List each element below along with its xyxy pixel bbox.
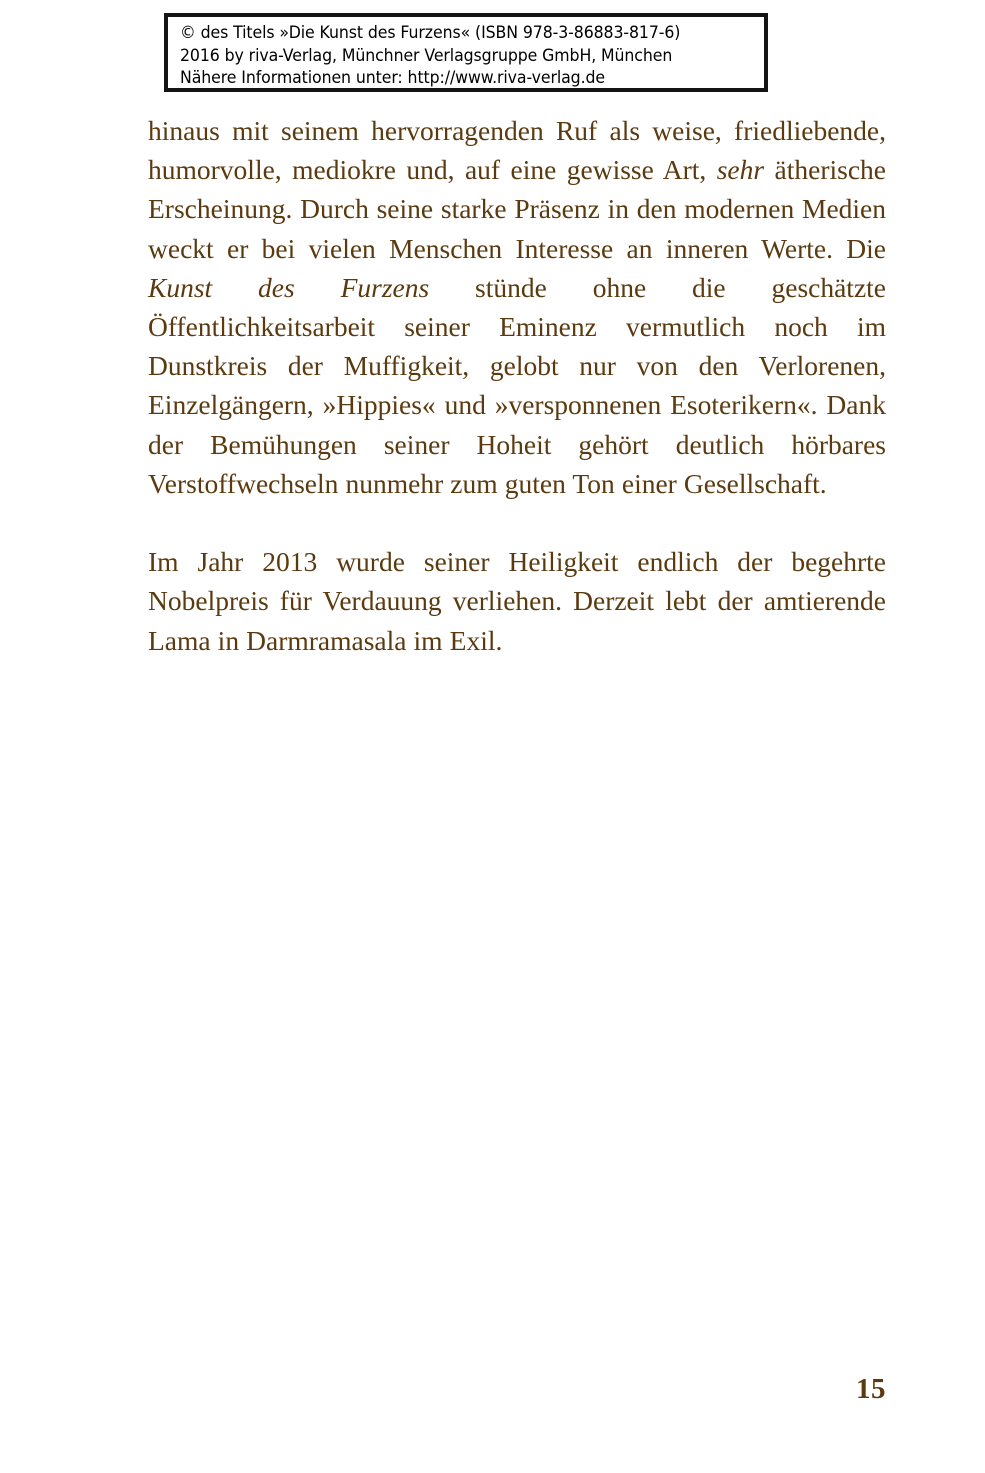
- copyright-notice-box: [164, 13, 768, 92]
- page-number: 15: [856, 1373, 886, 1405]
- copyright-line-publisher: 2016 by riva-Verlag, Münchner Verlagsgruppe GmbH, München: [180, 45, 673, 65]
- paragraph-1-segment-1: hinaus mit seinem hervorragenden Ruf als weise, friedliebende, humorvolle, mediokre und, auf eine gewisse Art,: [148, 115, 886, 186]
- paragraph-1-emphasis-book-title: Kunst des Furzens: [148, 271, 430, 303]
- body-paragraph-1: [148, 111, 886, 503]
- copyright-line-website: Nähere Informationen unter: http://www.riva-verlag.de: [180, 68, 606, 87]
- page-body: [148, 111, 886, 660]
- paragraph-1-segment-2: ätherische Erscheinung. Durch seine starke Präsenz in den modernen Medien weckt er bei vielen Menschen Interesse an inneren Werte. Die: [148, 154, 886, 264]
- copyright-line-title: © des Titels »Die Kunst des Furzens« (ISBN 978-3-86883-817-6): [180, 23, 681, 42]
- paragraph-1-emphasis-sehr: sehr: [716, 154, 765, 186]
- paragraph-1-segment-3: stünde ohne die geschätzte Öffentlichkeitsarbeit seiner Eminenz vermutlich noch im Dunstkreis der Muffigkeit, gelobt nur von den Verlorenen, Einzelgängern, »Hippies« und »versponnenen Esoterikern«. Dank der Bemühungen seiner Hoheit gehört deutlich hörbares Verstoffwechseln nunmehr zum guten Ton einer Gesellschaft.: [148, 271, 886, 499]
- body-paragraph-2: Im Jahr 2013 wurde seiner Heiligkeit endlich der begehrte Nobelpreis für Verdauung verliehen. Derzeit lebt der amtierende Lama in Darmramasala im Exil.: [148, 546, 886, 656]
